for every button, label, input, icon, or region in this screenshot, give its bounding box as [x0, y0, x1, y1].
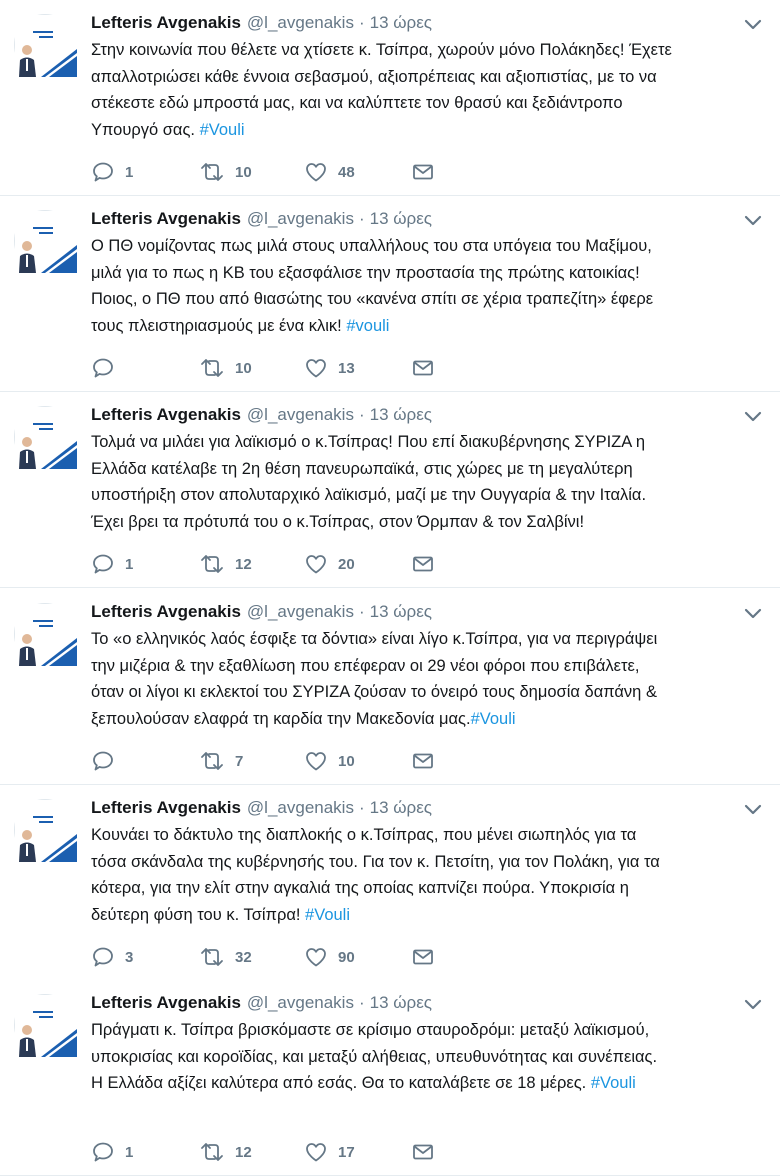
speech-bubble-icon	[91, 160, 115, 184]
tweet-actions	[91, 749, 511, 773]
tweet-5[interactable]	[0, 785, 780, 981]
like-button[interactable]	[304, 356, 355, 380]
chevron-down-icon[interactable]	[744, 410, 762, 424]
direct-message-button[interactable]	[411, 356, 445, 380]
tweet-actions	[91, 356, 511, 380]
tweet-2[interactable]	[0, 196, 780, 392]
like-count: 48	[338, 163, 355, 181]
profile-photo-icon	[15, 15, 77, 77]
avatar[interactable]	[14, 14, 76, 76]
tweet-text	[91, 37, 771, 143]
heart-outline-icon	[304, 945, 328, 969]
like-button[interactable]	[304, 552, 355, 576]
tweet-4[interactable]	[0, 589, 780, 785]
tweet-3[interactable]	[0, 392, 780, 588]
separator-dot: ·	[358, 209, 365, 228]
reply-button[interactable]	[91, 552, 133, 576]
like-button[interactable]	[304, 1140, 355, 1164]
retweet-arrows-icon	[199, 749, 225, 773]
reply-count: 1	[125, 163, 134, 181]
direct-message-button[interactable]	[411, 160, 445, 184]
tweet-header	[91, 13, 432, 37]
avatar[interactable]	[14, 603, 76, 665]
retweet-arrows-icon	[199, 160, 225, 184]
retweet-button[interactable]	[199, 356, 252, 380]
hashtag-link[interactable]: #Vouli	[590, 1074, 636, 1092]
direct-message-button[interactable]	[411, 1140, 445, 1164]
chevron-down-icon[interactable]	[744, 803, 762, 817]
author-handle[interactable]: @l_avgenakis	[246, 602, 354, 621]
profile-photo-icon	[15, 604, 77, 666]
author-name[interactable]: Lefteris Avgenakis	[91, 602, 241, 621]
tweet-6[interactable]	[0, 980, 780, 1176]
tweet-header	[91, 405, 432, 429]
tweet-header	[91, 602, 432, 626]
heart-outline-icon	[304, 356, 328, 380]
profile-photo-icon	[15, 211, 77, 273]
chevron-down-icon[interactable]	[744, 214, 762, 228]
retweet-arrows-icon	[199, 1140, 225, 1164]
like-count: 90	[338, 948, 355, 966]
hashtag-link[interactable]: #Vouli	[305, 905, 351, 924]
reply-count: 1	[125, 1143, 134, 1161]
chevron-down-icon[interactable]	[744, 998, 762, 1012]
avatar[interactable]	[14, 994, 76, 1056]
retweet-count: 10	[235, 163, 252, 181]
like-button[interactable]	[304, 160, 355, 184]
tweet-1[interactable]	[0, 0, 780, 196]
reply-button[interactable]	[91, 160, 133, 184]
author-name[interactable]: Lefteris Avgenakis	[91, 798, 241, 817]
tweet-text	[91, 822, 771, 928]
tweet-timestamp[interactable]: 13 ώρες	[369, 405, 432, 424]
tweet-actions	[91, 552, 511, 576]
reply-button[interactable]	[91, 749, 125, 773]
direct-message-button[interactable]	[411, 945, 445, 969]
author-name[interactable]: Lefteris Avgenakis	[91, 13, 241, 32]
reply-button[interactable]	[91, 356, 125, 380]
author-handle[interactable]: @l_avgenakis	[246, 405, 354, 424]
separator-dot: ·	[358, 13, 365, 32]
reply-count: 1	[125, 555, 134, 573]
tweet-timestamp[interactable]: 13 ώρες	[369, 13, 432, 32]
envelope-icon	[411, 552, 435, 576]
envelope-icon	[411, 749, 435, 773]
tweet-text-content: Πράγματι κ. Τσίπρα βρισκόμαστε σε κρίσιμο σταυροδρόμι: μεταξύ λαϊκισμού, υποκρισίας και κοροϊδίας, και μεταξύ αλήθειας, υπευθυνότητας και συνέπειας. Η Ελλάδα αξίζει καλύτερα από εσάς. Θα το καταλάβετε σε 18 μέρες.	[91, 1021, 658, 1092]
envelope-icon	[411, 945, 435, 969]
heart-outline-icon	[304, 749, 328, 773]
speech-bubble-icon	[91, 1140, 115, 1164]
retweet-count: 12	[235, 555, 252, 573]
envelope-icon	[411, 160, 435, 184]
tweet-actions	[91, 945, 511, 969]
speech-bubble-icon	[91, 552, 115, 576]
tweet-header	[91, 798, 432, 822]
retweet-button[interactable]	[199, 945, 252, 969]
separator-dot: ·	[358, 405, 365, 424]
tweet-header	[91, 209, 432, 233]
direct-message-button[interactable]	[411, 552, 445, 576]
reply-count: 3	[125, 948, 134, 966]
tweet-text	[91, 626, 771, 732]
reply-button[interactable]	[91, 945, 133, 969]
avatar[interactable]	[14, 210, 76, 272]
separator-dot: ·	[358, 602, 365, 621]
author-handle[interactable]: @l_avgenakis	[246, 993, 354, 1012]
profile-photo-icon	[15, 800, 77, 862]
retweet-arrows-icon	[199, 945, 225, 969]
author-handle[interactable]: @l_avgenakis	[246, 209, 354, 228]
envelope-icon	[411, 356, 435, 380]
retweet-count: 32	[235, 948, 252, 966]
tweet-text	[91, 1017, 771, 1097]
author-handle[interactable]: @l_avgenakis	[246, 798, 354, 817]
like-count: 20	[338, 555, 355, 573]
speech-bubble-icon	[91, 749, 115, 773]
speech-bubble-icon	[91, 356, 115, 380]
direct-message-button[interactable]	[411, 749, 445, 773]
retweet-button[interactable]	[199, 1140, 252, 1164]
tweet-header	[91, 993, 432, 1017]
tweet-text-content: Κουνάει το δάκτυλο της διαπλοκής ο κ.Τσίπρας, που μένει σιωπηλός για τα τόσα σκάνδαλα της κυβέρνησής του. Για τον κ. Πετσίτη, για τον Πολάκη, για τα κότερα, για την ελίτ στην αγκαλιά της οποίας καπνίζει πούρα. Υποκρισία η δεύτερη φύση του κ. Τσίπρα!	[91, 826, 660, 924]
hashtag-link[interactable]: #Vouli	[470, 709, 516, 728]
retweet-button[interactable]	[199, 160, 252, 184]
avatar[interactable]	[14, 406, 76, 468]
tweet-text	[91, 233, 771, 339]
heart-outline-icon	[304, 552, 328, 576]
avatar[interactable]	[14, 799, 76, 861]
separator-dot: ·	[358, 993, 365, 1012]
like-count: 17	[338, 1143, 355, 1161]
tweet-actions	[91, 1140, 511, 1164]
tweet-actions	[91, 160, 511, 184]
heart-outline-icon	[304, 1140, 328, 1164]
hashtag-link[interactable]: #Vouli	[199, 120, 245, 139]
chevron-down-icon[interactable]	[744, 607, 762, 621]
tweet-timestamp[interactable]: 13 ώρες	[369, 209, 432, 228]
like-count: 10	[338, 752, 355, 770]
like-button[interactable]	[304, 945, 355, 969]
retweet-count: 12	[235, 1143, 252, 1161]
retweet-button[interactable]	[199, 552, 252, 576]
retweet-count: 7	[235, 752, 244, 770]
author-name[interactable]: Lefteris Avgenakis	[91, 405, 241, 424]
tweet-timestamp[interactable]: 13 ώρες	[369, 993, 432, 1012]
reply-button[interactable]	[91, 1140, 133, 1164]
like-count: 13	[338, 359, 355, 377]
envelope-icon	[411, 1140, 435, 1164]
tweet-timestamp[interactable]: 13 ώρες	[369, 798, 432, 817]
like-button[interactable]	[304, 749, 355, 773]
retweet-button[interactable]	[199, 749, 243, 773]
author-name[interactable]: Lefteris Avgenakis	[91, 993, 241, 1012]
heart-outline-icon	[304, 160, 328, 184]
retweet-arrows-icon	[199, 552, 225, 576]
separator-dot: ·	[358, 798, 365, 817]
profile-photo-icon	[15, 995, 77, 1057]
tweet-text	[91, 429, 771, 535]
tweet-text-content: Στην κοινωνία που θέλετε να χτίσετε κ. Τσίπρα, χωρούν μόνο Πολάκηδες! Έχετε απαλλοτριώσει κάθε έννοια σεβασμού, αξιοπρέπειας και αξιοπιστίας, με το να στέκεστε εδώ μπροστά μας, και να καλύπτετε τον θρασύ και ξεδιάντροπο Υπουργό σας.	[91, 41, 672, 139]
author-handle[interactable]: @l_avgenakis	[246, 13, 354, 32]
tweet-timestamp[interactable]: 13 ώρες	[369, 602, 432, 621]
tweet-text-content: Το «ο ελληνικός λαός έσφιξε τα δόντια» είναι λίγο κ.Τσίπρα, για να περιγράψει την μιζέρια & την εξαθλίωση που επέφεραν οι 29 νέοι φόροι που επιβάλετε, όταν οι λίγοι κι εκλεκτοί του ΣΥΡΙΖΑ ζούσαν το όνειρό τους δημοσία δαπάνη & ξεπουλούσαν ελαφρά τη καρδία την Μακεδονία μας.	[91, 630, 658, 728]
profile-photo-icon	[15, 407, 77, 469]
speech-bubble-icon	[91, 945, 115, 969]
retweet-arrows-icon	[199, 356, 225, 380]
hashtag-link[interactable]: #vouli	[346, 316, 390, 335]
author-name[interactable]: Lefteris Avgenakis	[91, 209, 241, 228]
chevron-down-icon[interactable]	[744, 18, 762, 32]
tweet-text-content: Ο ΠΘ νομίζοντας πως μιλά στους υπαλλήλους του στα υπόγεια του Μαξίμου, μιλά για το πως η ΚΒ του εξασφάλισε την προστασία της πρώτης κατοικίας! Ποιος, ο ΠΘ που από θιασώτης του «κανένα σπίτι σε χέρια τραπεζίτη» έφερε τους πλειστηριασμούς με ένα κλικ!	[91, 237, 654, 335]
tweet-text-content: Τολμά να μιλάει για λαϊκισμό ο κ.Τσίπρας! Που επί διακυβέρνησης ΣΥΡΙΖΑ η Ελλάδα κατέλαβε τη 2η θέση πανευρωπαϊκά, στις χώρες με τη μεγαλύτερη υποστήριξη στον απολυταρχικό λαϊκισμό, μαζί με την Ουγγαρία & την Ιταλία. Έχει βρει τα πρότυπά του ο κ.Τσίπρας, στον Όρμπαν & τον Σαλβίνι!	[91, 433, 647, 531]
retweet-count: 10	[235, 359, 252, 377]
